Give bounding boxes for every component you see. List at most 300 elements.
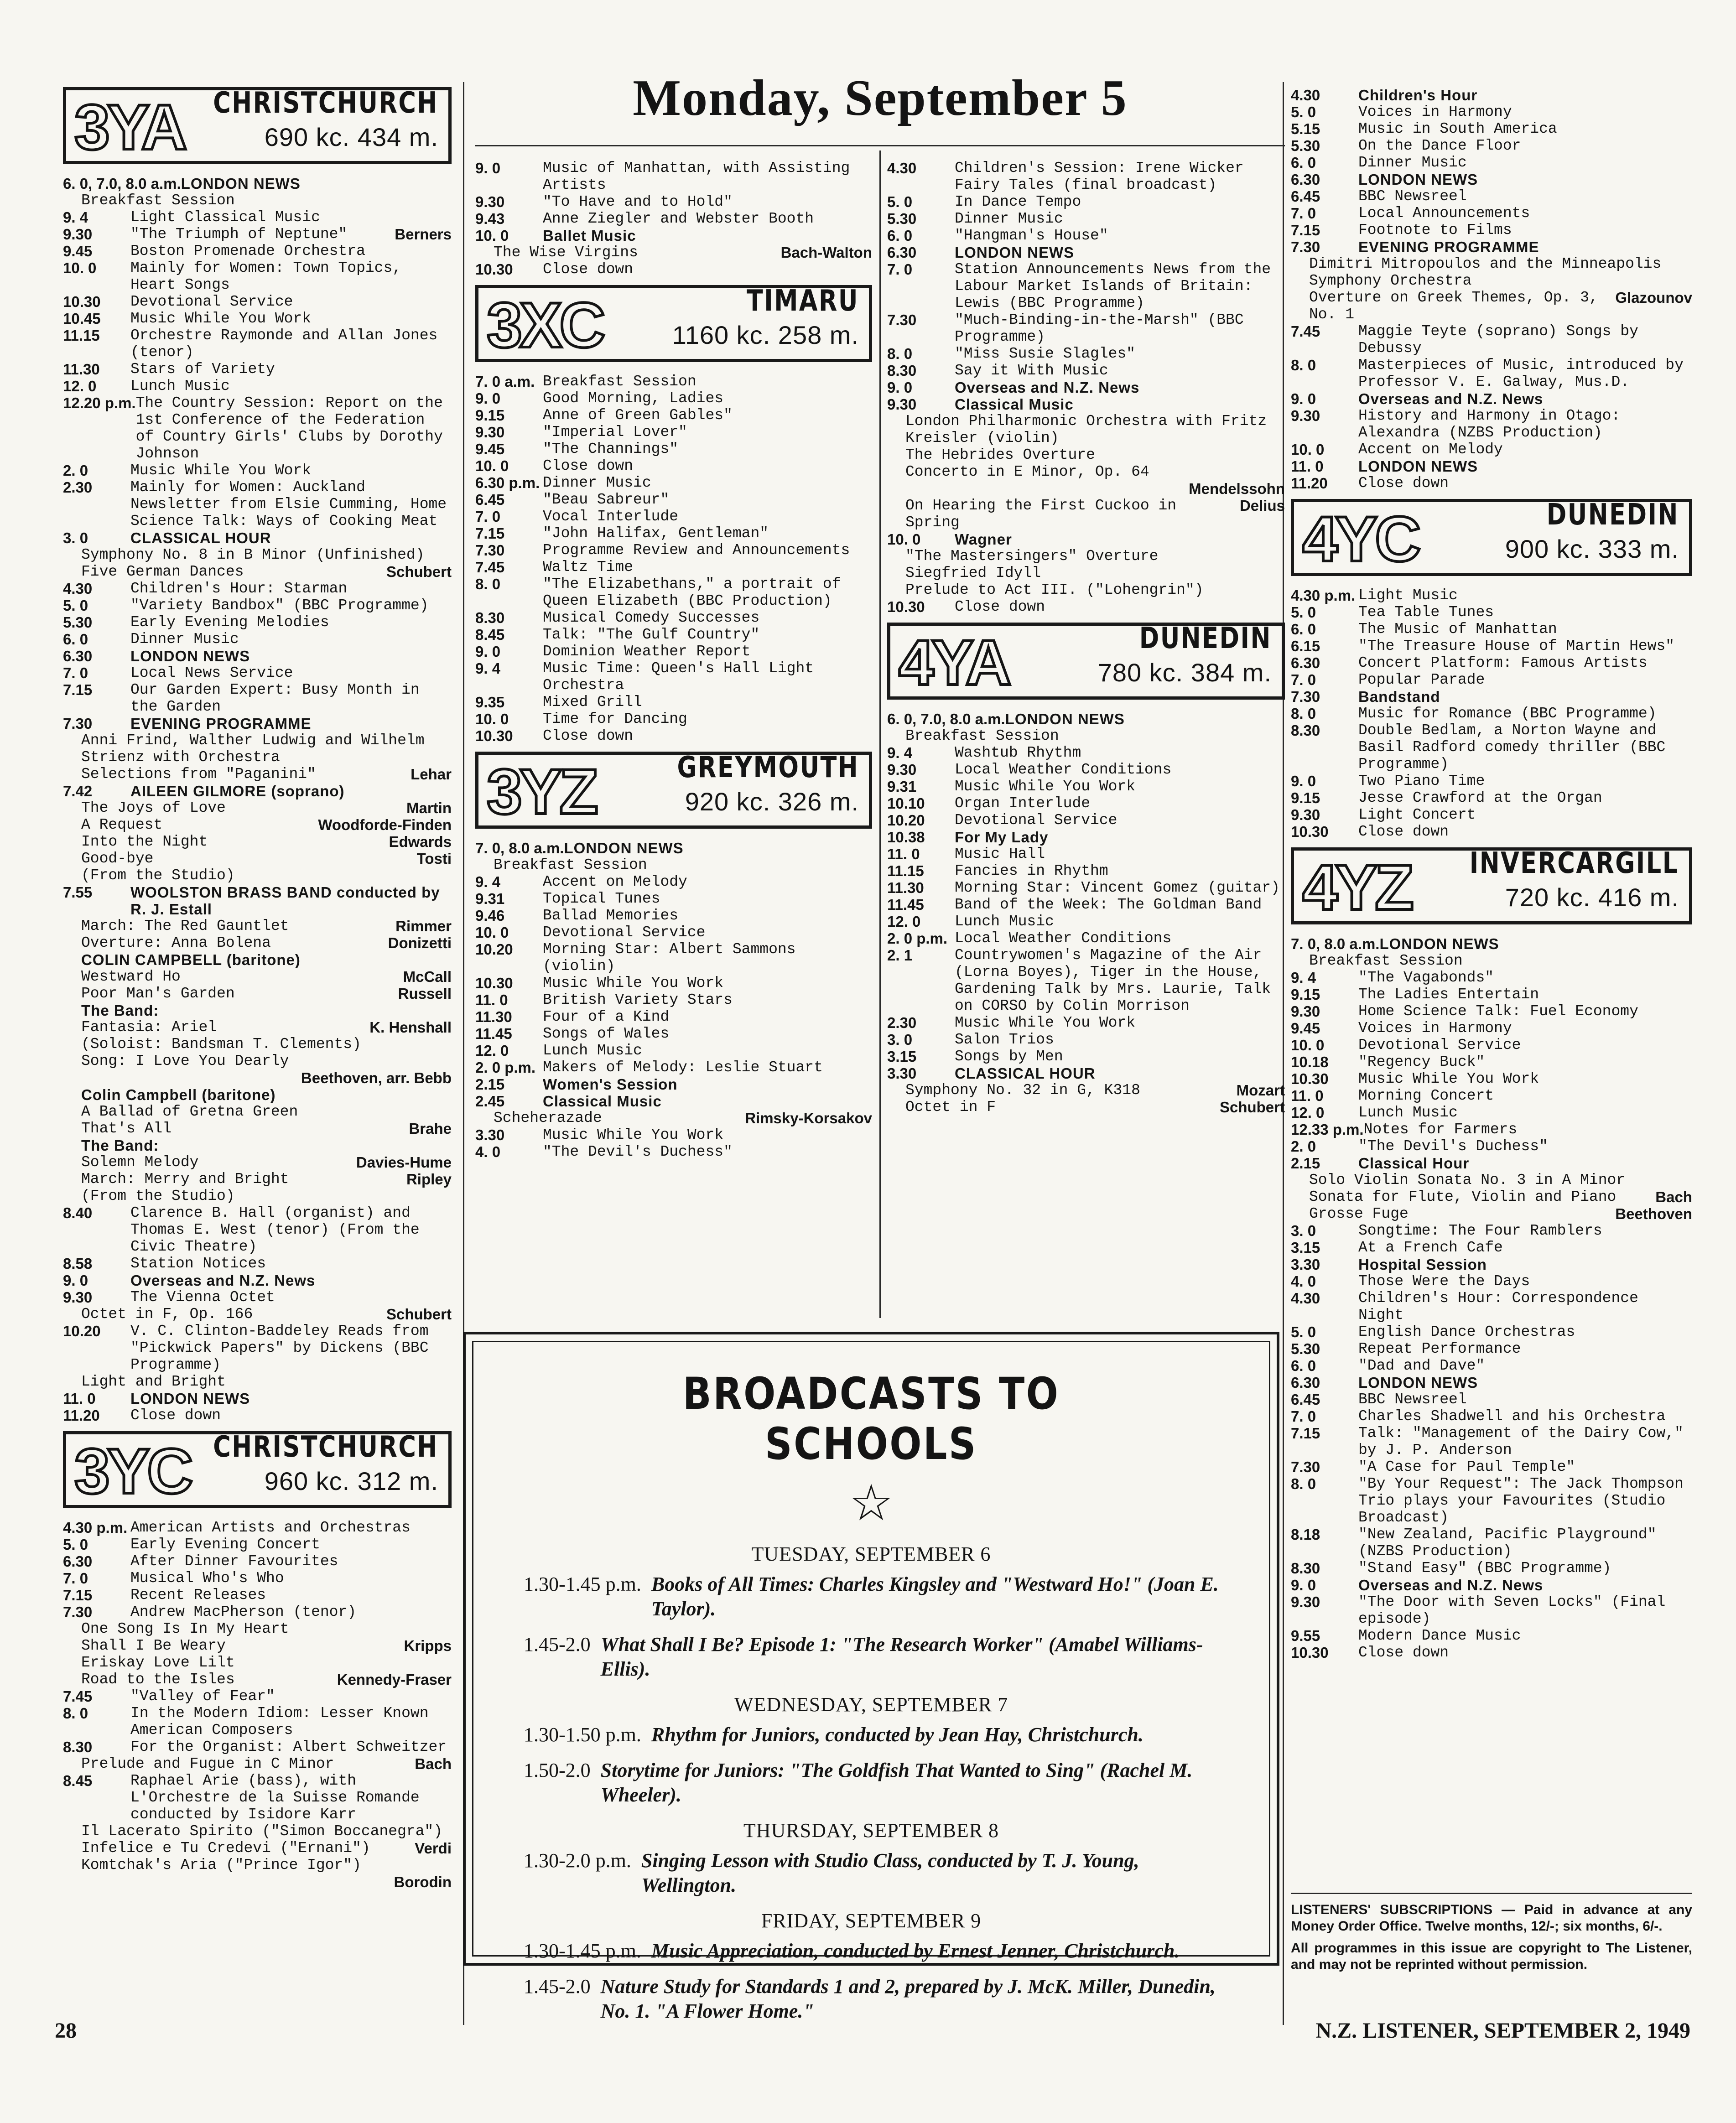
programme-title: "The Vagabonds": [1358, 969, 1494, 986]
programme-time: 9.30: [887, 396, 917, 413]
programme-title: Komtchak's Aria ("Prince Igor"): [81, 1857, 361, 1874]
programme-entry: [63, 1857, 452, 1874]
programme-entry: [475, 873, 872, 890]
programme-entry: [475, 1059, 872, 1076]
programme-title: In the Modern Idiom: Lesser Known American Composers: [130, 1705, 429, 1739]
programme-entry: [475, 407, 872, 424]
programme-time: 9.30: [1291, 407, 1320, 424]
broadcasts-to-schools-inner: [472, 1341, 1270, 2022]
programme-title: Prelude to Act III. ("Lohengrin"): [905, 581, 1204, 598]
programme-time: 5. 0: [63, 597, 88, 614]
programme-time: 7.15: [63, 681, 93, 698]
programme-title: Vocal Interlude: [543, 508, 679, 525]
programme-title: Music While You Work: [955, 1014, 1136, 1031]
programme-entry: [63, 985, 452, 1002]
programme-title: Children's Hour: Starman: [130, 580, 348, 597]
programme-entry: [475, 457, 872, 474]
programme-title: "Stand Easy" (BBC Programme): [1358, 1560, 1611, 1577]
programme-title: Morning Star: Albert Sammons (violin): [543, 941, 796, 975]
composer-credit: Schubert: [1219, 1099, 1285, 1116]
programme-title: Early Evening Melodies: [130, 614, 329, 631]
station-3xc: [475, 285, 872, 362]
composer-credit: K. Henshall: [369, 1019, 452, 1036]
programme-entry: [475, 525, 872, 542]
composer-credit: Bach: [415, 1755, 452, 1772]
composer-credit: Bach-Walton: [780, 244, 872, 261]
programme-time: 7.45: [63, 1688, 93, 1705]
programme-entry: [475, 660, 872, 694]
programme-time: 10. 0: [475, 457, 509, 474]
programme-entry: [63, 648, 452, 664]
programme-time: 9. 0: [475, 390, 501, 407]
programme-time: 7.30: [1291, 688, 1320, 705]
programme-entry: [63, 1654, 452, 1671]
programme-entry: [63, 816, 452, 833]
programme-title: Ballad Memories: [543, 907, 679, 924]
programme-title: "A Case for Paul Temple": [1358, 1459, 1575, 1475]
programme-time: 7. 0: [1291, 1408, 1316, 1425]
programme-entry: [475, 941, 872, 975]
programme-title: Music While You Work: [130, 462, 312, 479]
programme-time: 2. 0 p.m.: [475, 1059, 536, 1076]
programme-entry: [887, 913, 1285, 930]
programme-title: "Miss Susie Slagles": [955, 345, 1136, 362]
station-call: 4YC: [1302, 503, 1419, 575]
programme-time: 8. 0: [887, 345, 913, 362]
programme-entry: [887, 1065, 1285, 1082]
programme-entry: [887, 1099, 1285, 1116]
column-3: [1291, 87, 1692, 1661]
programme-time: 5.30: [1291, 1340, 1320, 1357]
programme-title: Close down: [1358, 823, 1449, 840]
programme-entry: [1291, 604, 1692, 621]
programme-time: 9.30: [1291, 1003, 1320, 1020]
station-call: 3XC: [487, 289, 603, 361]
programme-time: 10.10: [887, 795, 925, 812]
programme-title: At a French Cafe: [1358, 1239, 1503, 1256]
programme-title: Songtime: The Four Ramblers: [1358, 1222, 1602, 1239]
programme-title: COLIN CAMPBELL (baritone): [81, 951, 301, 968]
programme-entry: [63, 1637, 452, 1654]
programme-time: 11. 0: [887, 846, 920, 862]
programme-title: Mainly for Women: Town Topics, Heart Songs: [130, 260, 402, 293]
programme-entry: [63, 918, 452, 934]
programme-entry: [1291, 1138, 1692, 1155]
programme-entry: [63, 1306, 452, 1323]
programme-entry: [887, 879, 1285, 896]
programme-time: 5.30: [63, 614, 93, 631]
programme-time: 9.35: [475, 694, 505, 711]
programme-time: 4.30: [63, 580, 93, 597]
programme-title: After Dinner Favourites: [130, 1553, 338, 1570]
programme-title: The Band:: [81, 1002, 159, 1019]
programme-time: 8.30: [1291, 1560, 1320, 1577]
programme-title: Selections from "Paganini": [81, 766, 316, 783]
programme-time: 10. 0: [63, 260, 97, 276]
composer-credit: Brahe: [409, 1120, 452, 1137]
schools-description: Storytime for Juniors: "The Goldfish That Wanted to Sing" (Rachel M. Wheeler).: [600, 1759, 1193, 1806]
programme-title: Say it With Music: [955, 362, 1108, 379]
schedule-4ya: [887, 711, 1285, 1116]
programme-time: 11. 0: [63, 1390, 96, 1407]
programme-title: Overseas and N.Z. News: [955, 379, 1140, 396]
programme-title: Fancies in Rhythm: [955, 862, 1108, 879]
station-call: 4YZ: [1302, 851, 1411, 923]
programme-entry: [1291, 1340, 1692, 1357]
programme-entry: [63, 1823, 452, 1840]
programme-time: 9. 4: [1291, 969, 1316, 986]
schools-description: Music Appreciation, conducted by Ernest Jenner, Christchurch.: [651, 1940, 1180, 1962]
programme-time: 5.15: [1291, 120, 1320, 137]
programme-entry: [63, 226, 452, 243]
programme-entry: [475, 1076, 872, 1093]
programme-entry: [1291, 120, 1692, 137]
programme-title: Local Announcements: [1358, 205, 1530, 222]
programme-title: "The Door with Seven Locks" (Final episode): [1358, 1594, 1666, 1627]
programme-title: The Band:: [81, 1137, 159, 1154]
programme-entry: [887, 531, 1285, 548]
programme-entry: [475, 576, 872, 609]
programme-entry: [63, 378, 452, 394]
programme-time: 3.30: [475, 1126, 505, 1143]
programme-entry: [63, 192, 452, 209]
programme-time: 6. 0: [63, 631, 88, 648]
programme-time: 5. 0: [1291, 104, 1316, 120]
programme-entry: [63, 1772, 452, 1823]
programme-time: 9.30: [1291, 1594, 1320, 1610]
programme-title: Stars of Variety: [130, 361, 275, 378]
programme-title: Dimitri Mitropoulos and the Minneapolis Symphony Orchestra: [1309, 255, 1662, 289]
programme-entry: [1291, 789, 1692, 806]
programme-title: Light Music: [1358, 587, 1458, 604]
programme-time: 11.15: [63, 327, 100, 344]
programme-title: Poor Man's Garden: [81, 985, 235, 1002]
programme-time: 10.30: [1291, 1644, 1329, 1661]
title-rule: [475, 145, 1285, 146]
composer-credit: Schubert: [386, 563, 452, 580]
programme-time: 3.15: [1291, 1239, 1320, 1256]
programme-entry: [887, 396, 1285, 413]
station-frequency: 780 kc. 384 m.: [1097, 658, 1272, 687]
programme-time: 2.30: [63, 479, 93, 496]
programme-title: Devotional Service: [543, 924, 706, 941]
programme-entry: [475, 856, 872, 873]
programme-entry: [1291, 458, 1692, 475]
programme-entry: [475, 508, 872, 525]
station-city: GREYMOUTH: [677, 751, 859, 784]
programme-title: Il Lacerato Spirito ("Simon Boccanegra"): [81, 1823, 443, 1840]
programme-title: Clarence B. Hall (organist) and Thomas E. West (tenor) (From the Civic Theatre): [130, 1204, 420, 1255]
programme-title: A Request: [81, 816, 163, 833]
programme-title: Devotional Service: [955, 812, 1117, 829]
programme-entry: [887, 193, 1285, 210]
programme-entry: [1291, 1290, 1692, 1324]
composer-credit: Martin: [406, 799, 452, 816]
programme-entry: [63, 1255, 452, 1272]
programme-entry: [1291, 475, 1692, 492]
station-frequency: 690 kc. 434 m.: [264, 123, 438, 151]
programme-time: 8. 0: [475, 576, 501, 592]
station-frequency: 720 kc. 416 m.: [1505, 883, 1679, 912]
programme-time: 6.45: [1291, 188, 1320, 205]
programme-entry: [63, 1289, 452, 1306]
programme-time: 4. 0: [1291, 1273, 1316, 1290]
programme-title: Lunch Music: [1358, 1104, 1458, 1121]
schedule-3ya: [63, 175, 452, 1424]
programme-title: Children's Session: Irene Wicker Fairy Tales (final broadcast): [955, 160, 1244, 193]
programme-entry: [1291, 1357, 1692, 1374]
programme-title: Boston Promenade Orchestra: [130, 243, 365, 260]
programme-title: Voices in Harmony: [1358, 1020, 1512, 1037]
programme-title: "The Triumph of Neptune": [130, 226, 348, 243]
programme-entry: [1291, 323, 1692, 357]
programme-title: Close down: [543, 727, 634, 744]
schools-description: What Shall I Be? Episode 1: "The Research Worker" (Amabel Williams-Ellis).: [600, 1633, 1203, 1680]
programme-title: British Variety Stars: [543, 991, 733, 1008]
programme-entry: [63, 951, 452, 968]
programme-title: Music of Manhattan, with Assisting Artists: [543, 160, 850, 193]
station-3ya: [63, 87, 452, 164]
programme-entry: [475, 160, 872, 193]
programme-title: AILEEN GILMORE (soprano): [130, 783, 345, 799]
programme-time: 5. 0: [1291, 604, 1316, 621]
schools-time: 1.50-2.0: [524, 1759, 591, 1781]
programme-title: Music Hall: [955, 846, 1045, 862]
programme-entry: [63, 766, 452, 783]
programme-entry: [1291, 1155, 1692, 1172]
programme-entry: [63, 631, 452, 648]
programme-entry: [63, 1840, 452, 1857]
programme-time: 12. 0: [475, 1042, 509, 1059]
programme-time: 10. 0: [1291, 1037, 1325, 1054]
programme-entry: [63, 529, 452, 546]
programme-entry: [887, 463, 1285, 480]
programme-title: Our Garden Expert: Busy Month in the Garden: [130, 681, 420, 715]
programme-entry: [63, 1604, 452, 1620]
programme-entry: [1291, 621, 1692, 638]
programme-title: Programme Review and Announcements: [543, 542, 850, 559]
schools-description: Books of All Times: Charles Kingsley and "Westward Ho!" (Joan E. Taylor).: [651, 1573, 1219, 1620]
station-city: DUNEDIN: [1139, 622, 1272, 655]
programme-title: Early Evening Concert: [130, 1536, 320, 1553]
programme-entry: [1291, 1037, 1692, 1054]
programme-title: Close down: [1358, 475, 1449, 492]
programme-entry: [887, 598, 1285, 615]
programme-time: 9.30: [1291, 806, 1320, 823]
station-frequency: 920 kc. 326 m.: [685, 787, 859, 816]
programme-title: "The Channings": [543, 441, 679, 457]
programme-time: 9.30: [887, 761, 917, 778]
programme-entry: [63, 968, 452, 985]
programme-time: 10.20: [475, 941, 513, 958]
programme-title: Close down: [543, 457, 634, 474]
composer-credit: Edwards: [389, 833, 452, 850]
programme-entry: [63, 243, 452, 260]
programme-time: 4.30: [887, 160, 917, 176]
programme-entry: [63, 1671, 452, 1688]
programme-entry: [1291, 688, 1692, 705]
programme-entry: [1291, 705, 1692, 722]
programme-entry: [1291, 1627, 1692, 1644]
programme-entry: [1291, 1577, 1692, 1594]
programme-time: 7.55: [63, 884, 93, 901]
programme-title: EVENING PROGRAMME: [130, 715, 312, 732]
programme-title: Close down: [1358, 1644, 1449, 1661]
programme-title: (From the Studio): [81, 1188, 235, 1204]
programme-entry: [887, 261, 1285, 311]
programme-time: 9. 0: [1291, 1577, 1316, 1594]
programme-time: 7. 0: [1291, 205, 1316, 222]
programme-time: 9. 0: [475, 160, 501, 176]
programme-time: 9.15: [1291, 789, 1320, 806]
schools-time: 1.45-2.0: [524, 1633, 591, 1656]
programme-entry: [475, 193, 872, 210]
programme-title: For My Lady: [955, 829, 1049, 846]
programme-title: "The Treasure House of Martin Hews": [1358, 638, 1675, 654]
programme-title: Music While You Work: [543, 1126, 724, 1143]
programme-time: 10.20: [887, 812, 925, 829]
programme-title: English Dance Orchestras: [1358, 1324, 1575, 1340]
programme-title: Music Time: Queen's Hall Light Orchestra: [543, 660, 814, 694]
programme-title: Overseas and N.Z. News: [1358, 1577, 1544, 1594]
programme-time: 6.45: [475, 491, 505, 508]
schedule-4ya-continued: [1291, 87, 1692, 492]
composer-credit: Kripps: [404, 1637, 452, 1654]
programme-entry: [1291, 1526, 1692, 1560]
programme-title: Songs of Wales: [543, 1025, 670, 1042]
programme-title: Time for Dancing: [543, 711, 687, 727]
programme-entry: [887, 862, 1285, 879]
composer-credit: Schubert: [386, 1306, 452, 1323]
programme-time: 6.30: [887, 244, 917, 261]
programme-time: 9.30: [63, 1289, 93, 1306]
broadcasts-to-schools-box: [463, 1332, 1279, 2022]
programme-time: 3.30: [1291, 1256, 1320, 1273]
programme-entry: [1291, 1121, 1692, 1138]
station-city: CHRISTCHURCH: [213, 86, 438, 120]
programme-entry: [475, 261, 872, 278]
schools-day-heading: WEDNESDAY, SEPTEMBER 7: [734, 1693, 1008, 1716]
schools-time: 1.30-1.45 p.m.: [524, 1940, 641, 1962]
programme-time: 7. 0: [1291, 671, 1316, 688]
schools-description: Singing Lesson with Studio Class, conducted by T. J. Young, Wellington.: [641, 1849, 1139, 1896]
programme-entry: [1291, 1070, 1692, 1087]
programme-entry: [1291, 823, 1692, 840]
programme-title: Modern Dance Music: [1358, 1627, 1521, 1644]
programme-title: Light Concert: [1358, 806, 1476, 823]
programme-time: 2.30: [887, 1014, 917, 1031]
station-3yz: [475, 752, 872, 829]
programme-time: 9. 0: [887, 379, 913, 396]
programme-entry: [1291, 154, 1692, 171]
programme-time: 7. 0: [63, 664, 88, 681]
programme-time: 5. 0: [63, 1536, 88, 1553]
programme-time: 6.15: [1291, 638, 1320, 654]
programme-entry: [1291, 986, 1692, 1003]
programme-title: LONDON NEWS: [181, 175, 301, 192]
programme-entry: [475, 1143, 872, 1160]
programme-title: Music While You Work: [1358, 1070, 1539, 1087]
programme-time: 9.30: [63, 226, 93, 243]
programme-time: 2. 0: [63, 462, 88, 479]
programme-entry: [63, 614, 452, 631]
programme-title: "To Have and to Hold": [543, 193, 733, 210]
programme-time: 6.30: [1291, 654, 1320, 671]
programme-title: Infelice e Tu Credevi ("Ernani"): [81, 1840, 370, 1857]
star-icon: ☆: [848, 1475, 894, 1531]
programme-time: 8.40: [63, 1204, 93, 1221]
programme-title: Salon Trios: [955, 1031, 1054, 1048]
programme-title: Breakfast Session: [494, 856, 647, 873]
programme-time: 9.46: [475, 907, 505, 924]
programme-title: LONDON NEWS: [1358, 171, 1478, 188]
station-4yc: [1291, 499, 1692, 576]
programme-time: 10. 0: [475, 227, 509, 244]
programme-entry: [63, 1272, 452, 1289]
programme-time: 8. 0: [1291, 357, 1316, 374]
programme-entry: [887, 446, 1285, 463]
programme-title: Song: I Love You Dearly: [81, 1053, 289, 1069]
programme-title: Breakfast Session: [905, 727, 1059, 744]
programme-time: 6. 0, 7.0, 8.0 a.m.: [63, 175, 181, 192]
programme-title: Dinner Music: [130, 631, 239, 648]
programme-entry: [63, 1120, 452, 1137]
programme-entry: [1291, 205, 1692, 222]
programme-title: Countrywomen's Magazine of the Air (Lorna Boyes), Tiger in the House, Gardening Talk by Mrs. Laurie, Talk on CORSO by Colin Morrison: [955, 947, 1271, 1014]
programme-title: Prelude and Fugue in C Minor: [81, 1755, 334, 1772]
programme-entry: [63, 681, 452, 715]
programme-time: 7.45: [475, 559, 505, 576]
programme-title: Andrew MacPherson (tenor): [130, 1604, 357, 1620]
programme-time: 3. 0: [1291, 1222, 1316, 1239]
programme-title: Close down: [955, 598, 1045, 615]
programme-title: LONDON NEWS: [1379, 935, 1499, 952]
schools-broadcast: [524, 1939, 1219, 1963]
schools-broadcast: [524, 1723, 1219, 1747]
programme-time: 10.38: [887, 829, 925, 846]
programme-entry: [63, 310, 452, 327]
programme-entry: [1291, 1644, 1692, 1661]
programme-time: 7. 0, 8.0 a.m.: [1291, 935, 1380, 952]
programme-entry: [63, 1620, 452, 1637]
programme-title: The Country Session: Report on the 1st Conference of the Federation of Country Girls' Clubs by Dorothy Johnson: [135, 394, 443, 462]
programme-title: The Hebrides Overture: [905, 446, 1095, 463]
schools-time: 1.45-2.0: [524, 1975, 591, 1998]
programme-entry: [63, 1407, 452, 1424]
programme-time: 12.20 p.m.: [63, 394, 136, 411]
programme-time: 11.30: [887, 879, 924, 896]
programme-entry: [887, 761, 1285, 778]
programme-title: The Wise Virgins: [494, 244, 638, 261]
programme-title: Music in South America: [1358, 120, 1557, 137]
programme-entry: [63, 1688, 452, 1705]
programme-time: 6. 0: [1291, 1357, 1316, 1374]
programme-title: Shall I Be Weary: [81, 1637, 226, 1654]
schools-time: 1.30-1.50 p.m.: [524, 1723, 641, 1746]
programme-entry: [63, 479, 452, 529]
programme-time: 9. 4: [887, 744, 913, 761]
programme-time: 10.30: [63, 293, 101, 310]
programme-time: 10. 0: [887, 531, 921, 548]
programme-time: 8. 0: [63, 1705, 88, 1722]
composer-credit: McCall: [403, 968, 452, 985]
programme-entry: [1291, 1104, 1692, 1121]
programme-title: Accent on Melody: [1358, 441, 1503, 458]
programme-title: Symphony No. 32 in G, K318: [905, 1082, 1140, 1099]
programme-title: Dinner Music: [955, 210, 1063, 227]
station-call: 3YA: [74, 91, 185, 163]
station-call: 3YC: [74, 1435, 191, 1507]
